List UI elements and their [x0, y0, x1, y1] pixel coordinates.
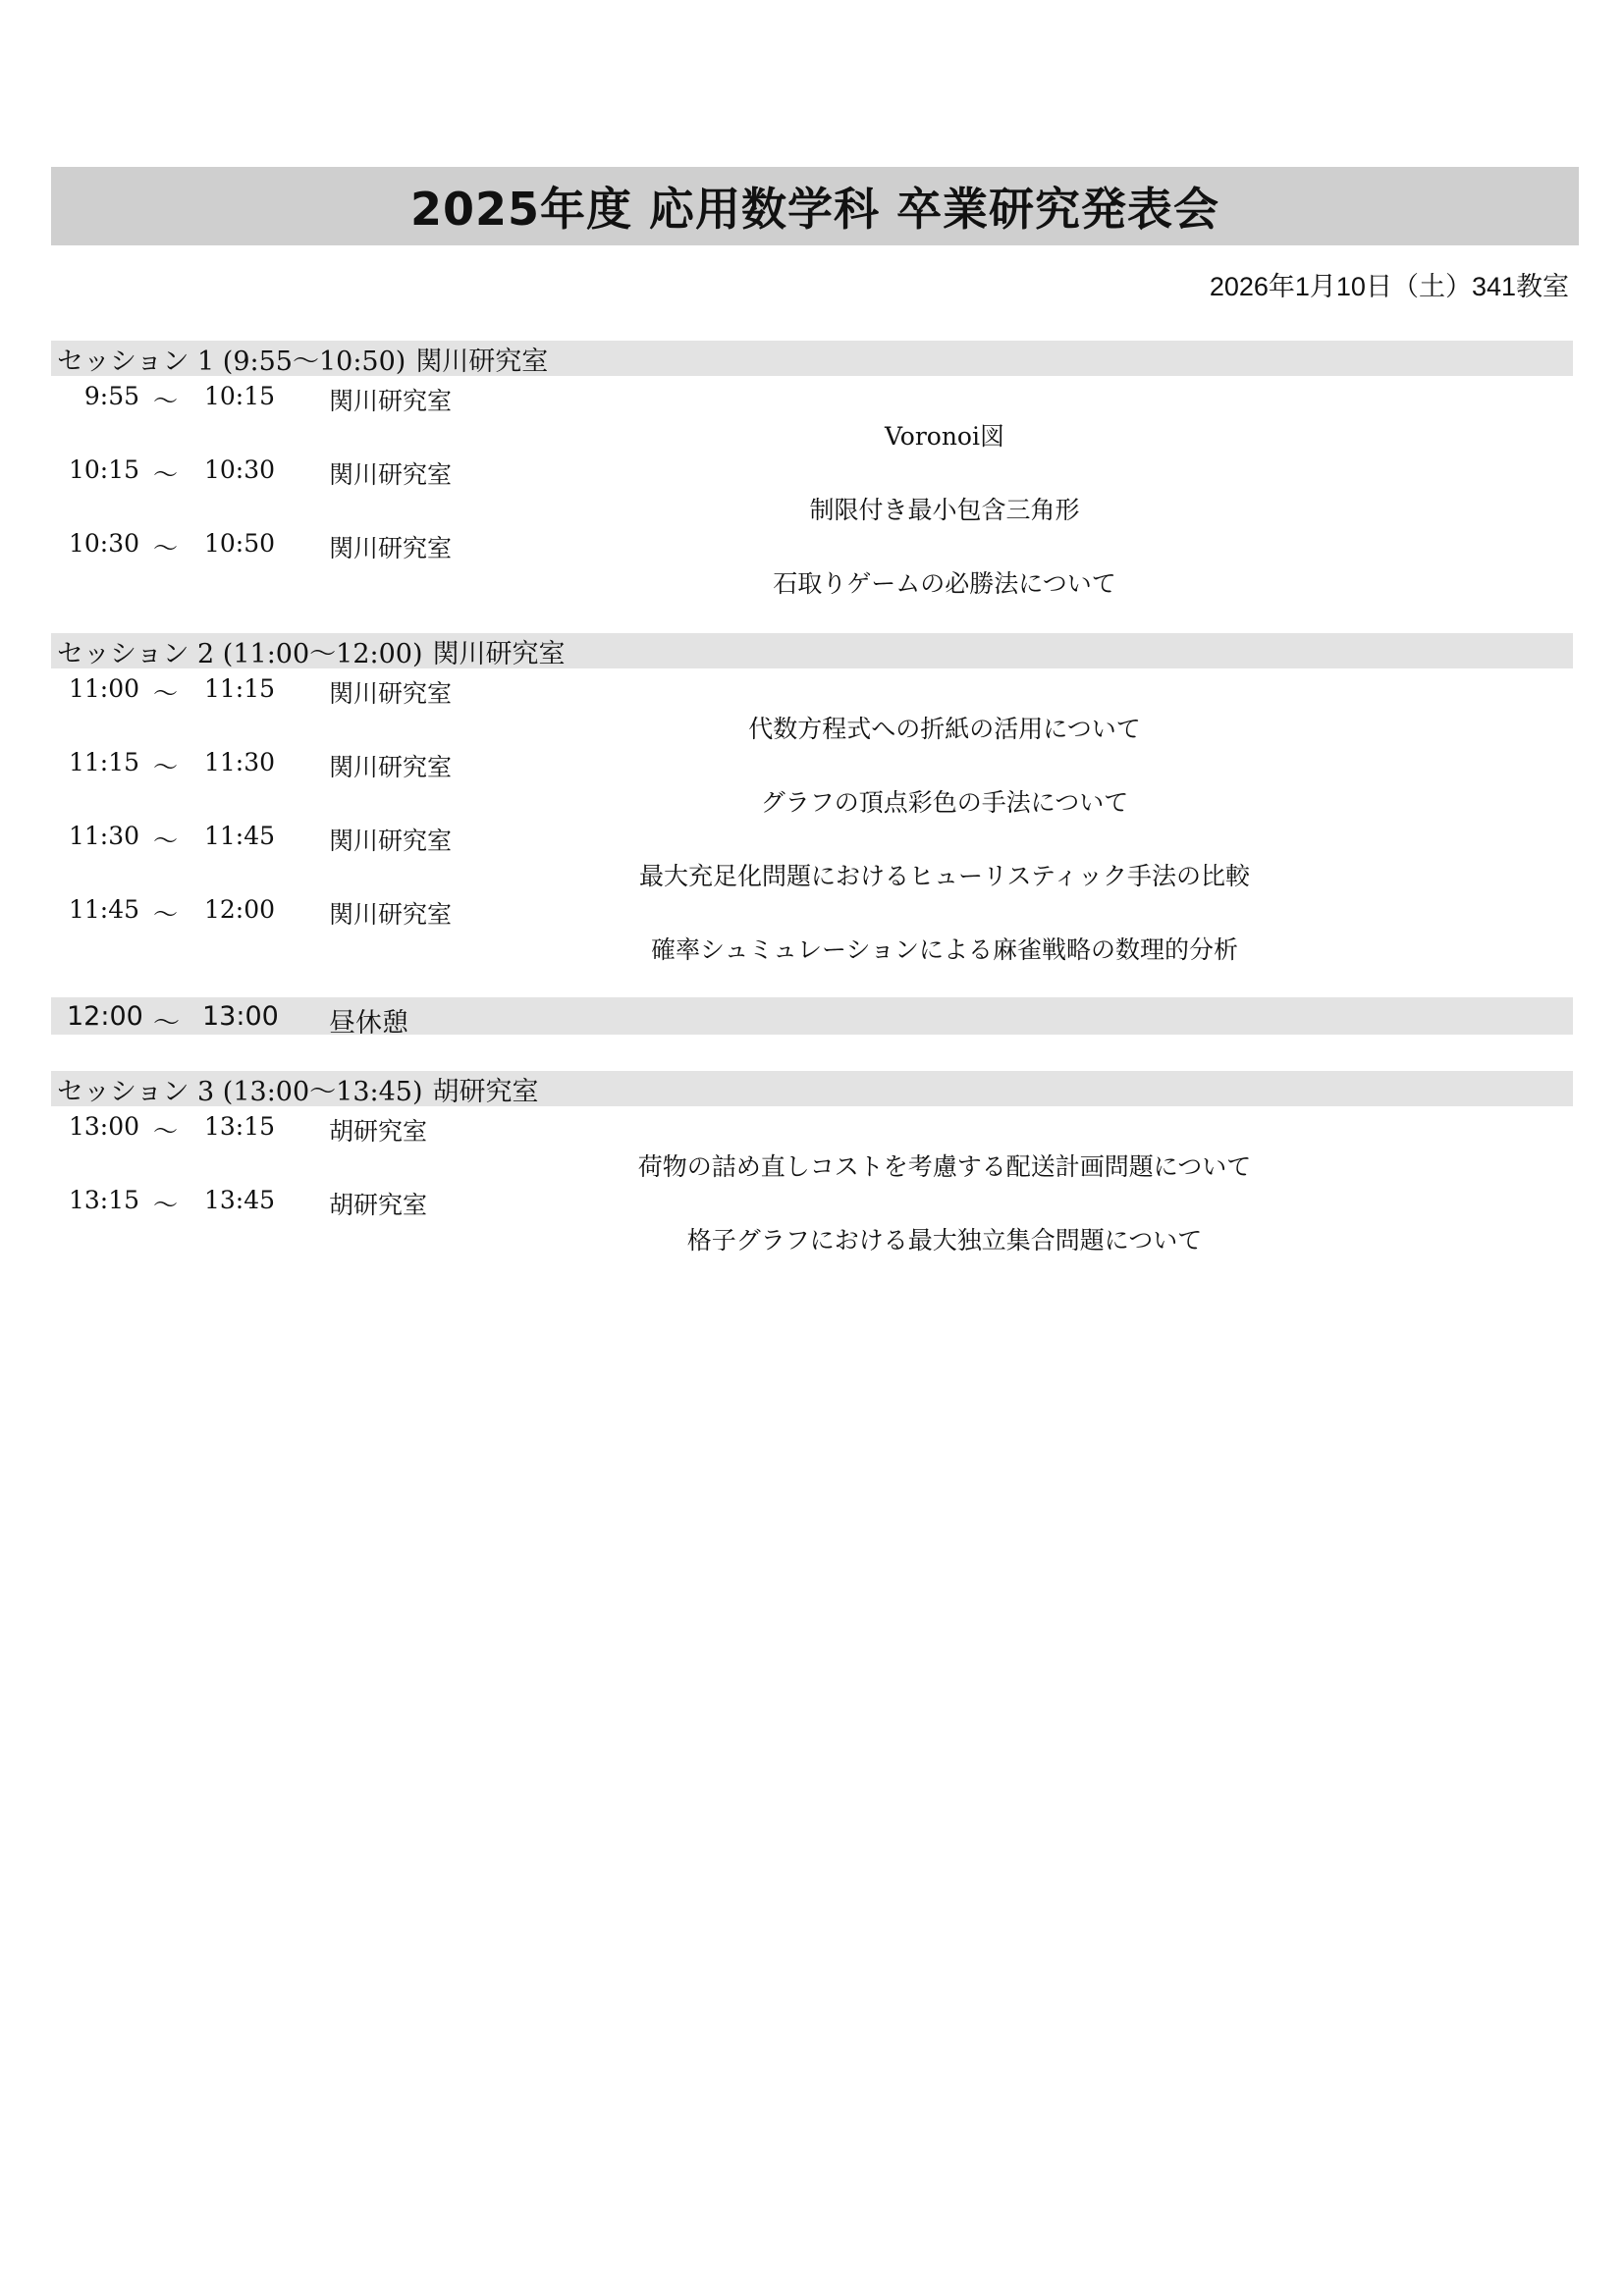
talk-row [51, 376, 1573, 450]
talk-end-time: 11:15 [204, 674, 276, 703]
time-separator: 〜 [153, 1008, 180, 1039]
talk-lab: 関川研究室 [329, 387, 453, 415]
talk-title: 代数方程式への折紙の活用について [748, 715, 1141, 743]
talk-row [51, 1106, 1573, 1180]
talk-title: 荷物の詰め直しコストを考慮する配送計画問題について [637, 1152, 1252, 1181]
talk-title: 格子グラフにおける最大独立集合問題について [686, 1226, 1203, 1255]
session-lab: 胡研究室 [432, 1076, 539, 1107]
break-start-time: 12:00 [67, 1001, 143, 1032]
session-3 [51, 1071, 1573, 1254]
talk-lab: 関川研究室 [329, 534, 453, 562]
talk-row [51, 668, 1573, 742]
break-label: 昼休憩 [329, 1008, 408, 1039]
talk-start-time: 11:15 [68, 748, 139, 776]
talk-row [51, 816, 1573, 889]
talk-lab: 関川研究室 [329, 753, 453, 781]
session-label: セッション 1 (9:55〜10:50) [57, 346, 406, 377]
talk-lab: 胡研究室 [329, 1191, 428, 1219]
talk-title: Voronoi図 [885, 422, 1004, 451]
talk-lab: 関川研究室 [329, 827, 453, 855]
talk-row [51, 1180, 1573, 1254]
session-2 [51, 633, 1573, 963]
talk-row [51, 450, 1573, 523]
talk-end-time: 11:30 [204, 748, 276, 776]
session-header [51, 633, 1573, 668]
talk-lab: 関川研究室 [329, 900, 453, 929]
time-separator: 〜 [153, 753, 179, 781]
session-lab: 関川研究室 [432, 638, 566, 669]
talk-start-time: 11:30 [68, 822, 139, 850]
session-header [51, 341, 1573, 376]
talk-start-time: 11:00 [68, 674, 139, 703]
talk-end-time: 10:30 [204, 455, 276, 484]
talk-lab: 胡研究室 [329, 1117, 428, 1146]
title-bar [51, 167, 1579, 245]
talk-title: 最大充足化問題におけるヒューリスティック手法の比較 [638, 862, 1250, 890]
talk-title: グラフの頂点彩色の手法について [760, 788, 1129, 817]
time-separator: 〜 [153, 827, 179, 855]
time-separator: 〜 [153, 900, 179, 929]
talk-end-time: 10:15 [204, 382, 276, 410]
talk-title: 石取りゲームの必勝法について [773, 569, 1116, 598]
time-separator: 〜 [153, 534, 179, 562]
talk-title: 確率シュミュレーションによる麻雀戦略の数理的分析 [650, 935, 1238, 964]
talk-end-time: 13:15 [204, 1112, 276, 1141]
talk-start-time: 13:00 [68, 1112, 139, 1141]
session-1 [51, 341, 1573, 597]
talk-end-time: 11:45 [204, 822, 276, 850]
lunch-break-bar [51, 997, 1573, 1039]
talk-start-time: 11:45 [68, 895, 139, 924]
time-separator: 〜 [153, 679, 179, 708]
talk-end-time: 12:00 [204, 895, 276, 924]
break-end-time: 13:00 [202, 1001, 279, 1032]
talk-row [51, 742, 1573, 816]
talk-lab: 関川研究室 [329, 679, 453, 708]
talk-start-time: 9:55 [83, 382, 139, 410]
session-label: セッション 3 (13:00〜13:45) [57, 1076, 423, 1107]
time-separator: 〜 [153, 1191, 179, 1219]
session-lab: 関川研究室 [415, 346, 549, 377]
talk-title: 制限付き最小包含三角形 [809, 496, 1080, 524]
talk-start-time: 10:30 [68, 529, 139, 558]
time-separator: 〜 [153, 1117, 179, 1146]
talk-end-time: 10:50 [204, 529, 276, 558]
page-title: 2025年度 応用数学科 卒業研究発表会 [409, 183, 1220, 236]
talk-row [51, 889, 1573, 963]
date-location: 2026年1月10日（土）341教室 [1209, 272, 1569, 301]
talk-row [51, 523, 1573, 597]
session-header [51, 1071, 1573, 1106]
time-separator: 〜 [153, 460, 179, 489]
talk-end-time: 13:45 [204, 1186, 276, 1214]
talk-start-time: 13:15 [68, 1186, 139, 1214]
talk-start-time: 10:15 [68, 455, 139, 484]
talk-lab: 関川研究室 [329, 460, 453, 489]
session-label: セッション 2 (11:00〜12:00) [57, 638, 423, 669]
time-separator: 〜 [153, 387, 179, 415]
